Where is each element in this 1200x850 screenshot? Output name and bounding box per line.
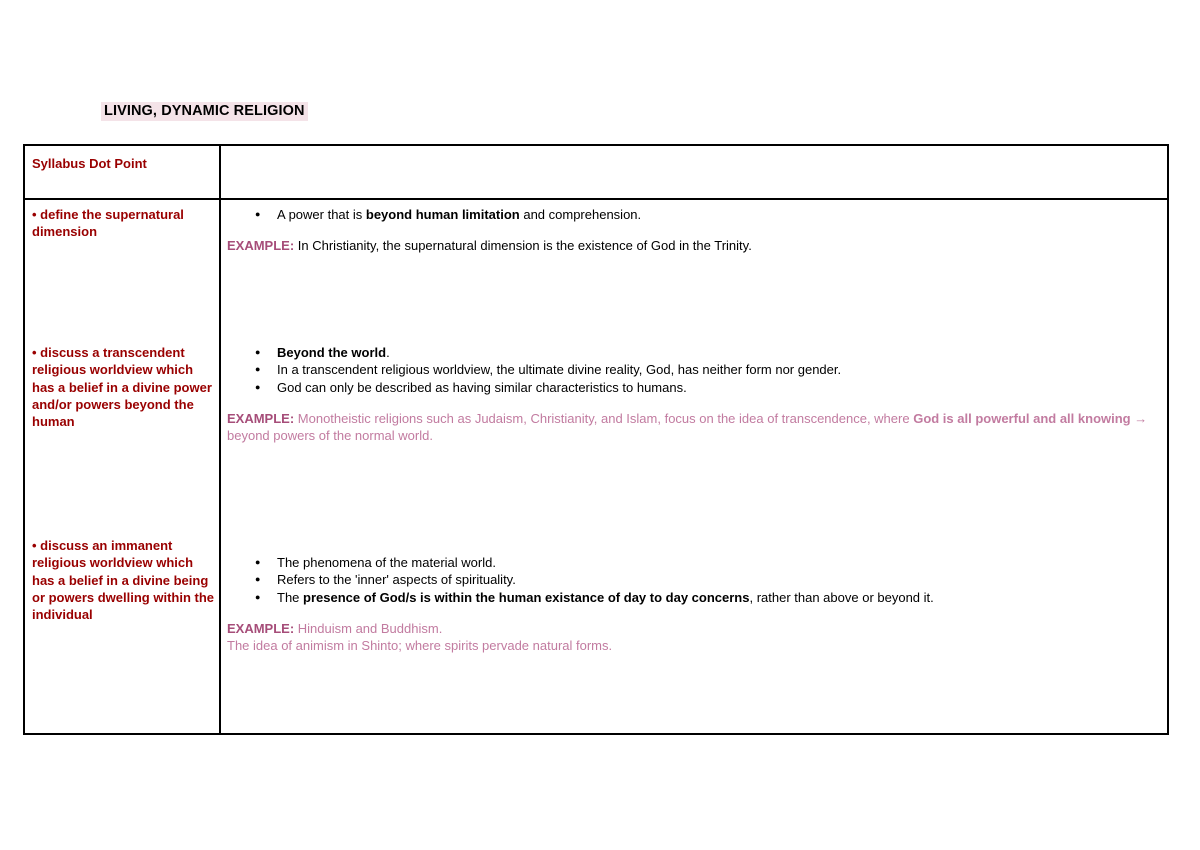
notes-immanent [227,554,1162,654]
bullet-list [227,554,1162,606]
header-divider [25,198,1167,200]
example-block: EXAMPLE: Hinduism and Buddhism. The idea of animism in Shinto; where spirits pervade natural forms. [227,620,613,654]
example-block: EXAMPLE: In Christianity, the supernatural dimension is the existence of God in the Trinity. [227,238,752,254]
bullet-list [227,206,1162,223]
header-cell-syllabus-dot-point: Syllabus Dot Point [32,156,147,171]
bullet-list [227,344,1162,396]
example-block: EXAMPLE: Monotheistic religions such as Judaism, Christianity, and Islam, focus on the idea of transcendence, where God is all powerful and all knowing → beyond powers of the normal world. [227,410,1148,444]
notes-transcendent [227,344,1162,444]
list-item: ● The presence of God/s is within the human existance of day to day concerns, rather than above or beyond it. [277,589,1162,606]
list-item: ● Beyond the world. [277,344,1162,361]
list-item: ● The phenomena of the material world. [277,554,1162,571]
page-title: LIVING, DYNAMIC RELIGION [101,102,308,121]
list-item: ● In a transcendent religious worldview, the ultimate divine reality, God, has neither form nor gender. [277,361,1162,378]
list-item: ● God can only be described as having similar characteristics to humans. [277,379,1162,396]
list-item: ● Refers to the 'inner' aspects of spirituality. [277,571,1162,588]
list-item: ● A power that is beyond human limitation and comprehension. [277,206,1162,223]
dot-point-transcendent: • discuss a transcendent religious worldview which has a belief in a divine power and/or powers beyond the human [32,345,212,430]
notes-supernatural [227,206,1162,255]
column-divider [219,146,221,733]
dot-point-supernatural: • define the supernatural dimension [32,207,184,240]
dot-point-immanent: • discuss an immanent religious worldview which has a belief in a divine being or powers dwelling within the individual [32,538,215,623]
syllabus-table [23,144,1169,735]
